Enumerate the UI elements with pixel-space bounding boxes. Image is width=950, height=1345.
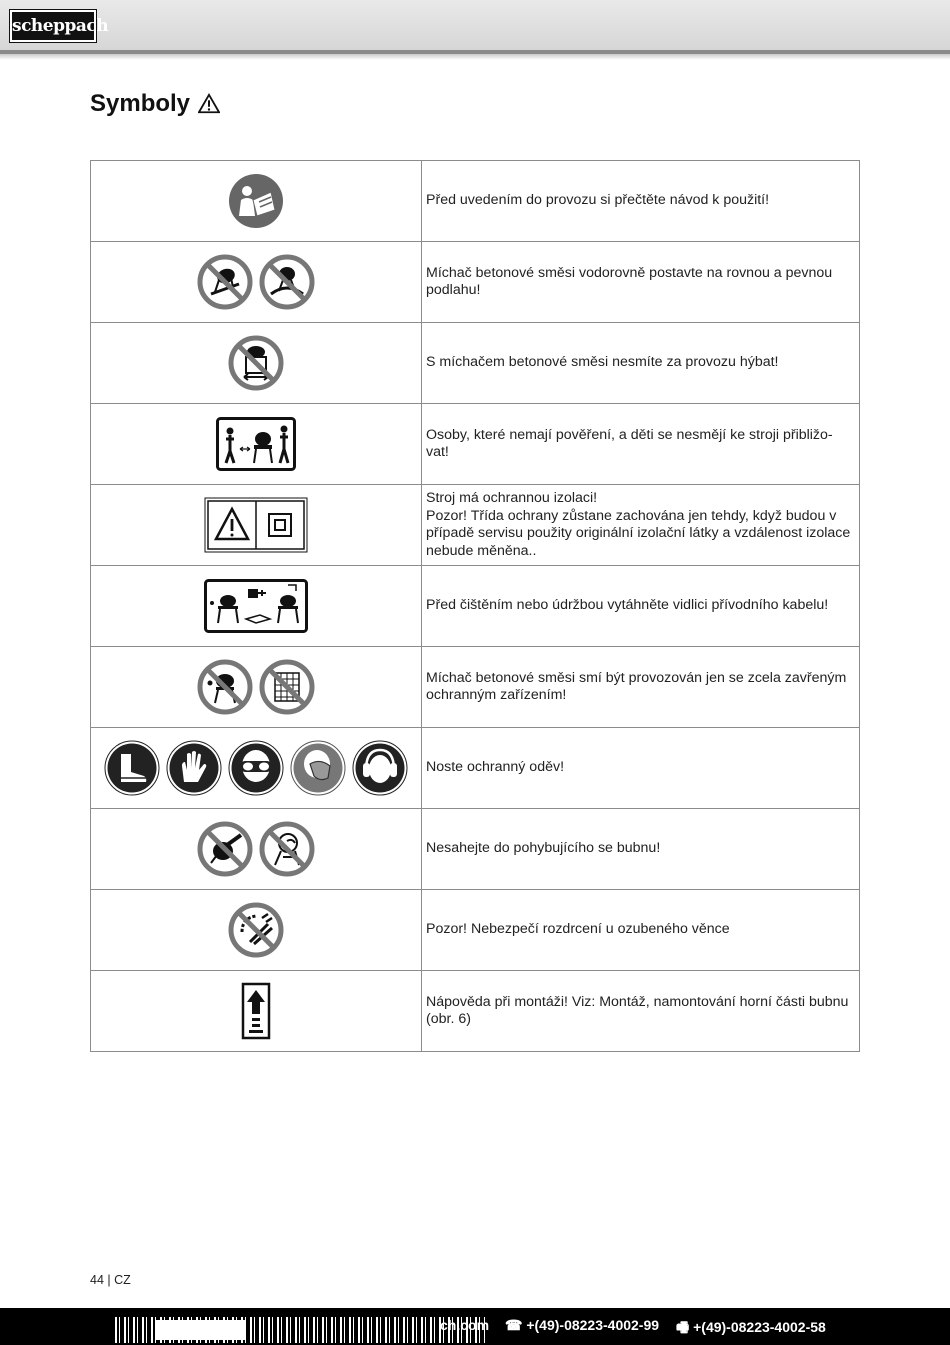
symbols-table bbox=[90, 160, 860, 1052]
read-manual-icon bbox=[227, 172, 285, 230]
warning-protection-class-icon bbox=[204, 497, 308, 553]
symbol-description: Noste ochranný oděv! bbox=[422, 728, 860, 809]
footer-website[interactable]: ch.com bbox=[440, 1317, 490, 1333]
symbol-icons-cell bbox=[91, 566, 422, 647]
symbol-icons-cell bbox=[91, 161, 422, 242]
no-reaching-in-drum-2-icon bbox=[259, 821, 315, 877]
safety-gloves-icon bbox=[166, 740, 222, 796]
symbol-description: Pozor! Nebezpečí rozdrcení u ozubeného věnce bbox=[422, 890, 860, 971]
footer-bar bbox=[0, 1308, 950, 1345]
symbol-description: Nápověda při montáži! Viz: Montáž, namontování horní části bubnu (obr. 6) bbox=[422, 971, 860, 1052]
no-uneven-ground-icon bbox=[259, 254, 315, 310]
no-reaching-in-drum-icon bbox=[197, 821, 253, 877]
symbol-row bbox=[91, 404, 860, 485]
symbol-icons-cell bbox=[91, 890, 422, 971]
no-open-guard-icon bbox=[197, 659, 253, 715]
symbol-icon-group bbox=[91, 902, 421, 958]
safety-boots-icon bbox=[104, 740, 160, 796]
symbol-row bbox=[91, 323, 860, 404]
symbol-icons-cell bbox=[91, 485, 422, 566]
symbol-icons-cell bbox=[91, 404, 422, 485]
page-number: 44 | CZ bbox=[90, 1273, 131, 1287]
symbol-description: Před čištěním nebo údržbou vytáhněte vidlici přívodního kabelu! bbox=[422, 566, 860, 647]
footer-fax: 🖷 +(49)-08223-4002-58 bbox=[676, 1319, 826, 1335]
crushing-hazard-gear-icon bbox=[228, 902, 284, 958]
symbol-icon-group bbox=[91, 982, 421, 1040]
no-tilted-placement-icon bbox=[197, 254, 253, 310]
symbol-description: S míchačem betonové směsi nesmíte za provozu hýbat! bbox=[422, 323, 860, 404]
symbol-icon-group bbox=[91, 417, 421, 471]
footer-barcode bbox=[115, 1317, 485, 1343]
scheppach-logo: scheppach bbox=[10, 10, 96, 42]
symbol-row bbox=[91, 890, 860, 971]
footer-phone: ☎ +(49)-08223-4002-99 bbox=[505, 1317, 660, 1333]
symbol-icons-cell bbox=[91, 809, 422, 890]
page-title bbox=[90, 90, 220, 118]
unplug-before-maintenance-icon bbox=[204, 579, 308, 633]
symbol-description: Míchač betonové směsi vodorovně postavte na rovnou a pevnou podlahu! bbox=[422, 242, 860, 323]
symbol-icon-group bbox=[91, 579, 421, 633]
symbol-icon-group bbox=[91, 172, 421, 230]
symbol-row bbox=[91, 971, 860, 1052]
symbol-description: Nesahejte do pohybujícího se bubnu! bbox=[422, 809, 860, 890]
symbol-row bbox=[91, 647, 860, 728]
keep-distance-icon bbox=[216, 417, 296, 471]
page-title-text: Symboly bbox=[90, 90, 191, 117]
symbol-row bbox=[91, 485, 860, 566]
safety-goggles-icon bbox=[228, 740, 284, 796]
symbol-row bbox=[91, 161, 860, 242]
header-shadow bbox=[0, 54, 950, 60]
symbol-row bbox=[91, 566, 860, 647]
symbol-icon-group bbox=[91, 740, 421, 796]
symbol-icon-group bbox=[91, 497, 421, 553]
symbol-row bbox=[91, 242, 860, 323]
warning-triangle-icon bbox=[198, 93, 220, 115]
assembly-hint-icon bbox=[241, 982, 271, 1040]
symbol-description: Stroj má ochrannou izolaci! Pozor! Třída ochrany zůstane zachována jen tehdy, když budou v případě servisu použity originální izolační látky a vzdálenost izolace nebude měněna.. bbox=[422, 485, 860, 566]
symbol-icons-cell bbox=[91, 647, 422, 728]
symbol-icons-cell bbox=[91, 242, 422, 323]
symbol-icons-cell bbox=[91, 971, 422, 1052]
symbol-description: Osoby, které nemají pověření, a děti se nesmějí ke stroji přibližo-vat! bbox=[422, 404, 860, 485]
symbol-row bbox=[91, 728, 860, 809]
page-header bbox=[0, 0, 950, 54]
symbol-icons-cell bbox=[91, 728, 422, 809]
ear-protection-icon bbox=[352, 740, 408, 796]
symbol-icon-group bbox=[91, 254, 421, 310]
symbol-row bbox=[91, 809, 860, 890]
symbol-icon-group bbox=[91, 821, 421, 877]
dust-mask-icon bbox=[290, 740, 346, 796]
symbol-icon-group bbox=[91, 659, 421, 715]
symbol-description: Míchač betonové směsi smí být provozován jen se zcela zavřeným ochranným zařízením! bbox=[422, 647, 860, 728]
no-moving-while-running-icon bbox=[228, 335, 284, 391]
symbol-description: Před uvedením do provozu si přečtěte návod k použití! bbox=[422, 161, 860, 242]
symbol-icons-cell bbox=[91, 323, 422, 404]
symbol-icon-group bbox=[91, 335, 421, 391]
no-missing-grid-icon bbox=[259, 659, 315, 715]
